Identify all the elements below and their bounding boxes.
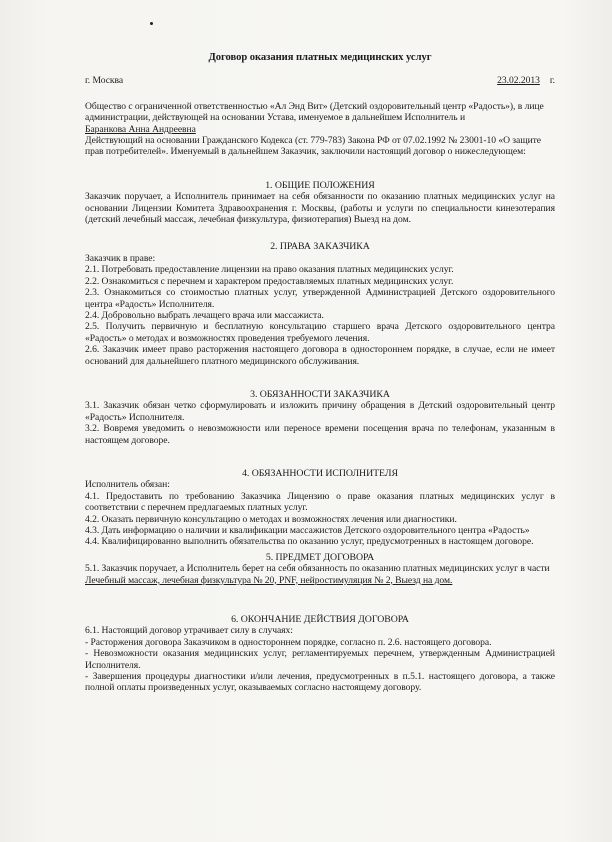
preamble-basis: Действующий на основании Гражданского Кодекса (ст. 779-783) Закона РФ от 07.02.1992 № 23001-10 «О защите прав потребителей». Именуемый в дальнейшем Заказчик, заключили настоящий договор о нижеследующем:: [85, 135, 542, 158]
contract-date-suffix: г.: [549, 75, 555, 87]
clause-4-3: 4.3. Дать информацию о наличии и квалификации массажистов Детского оздоровительного центра «Радость»: [85, 525, 530, 536]
termination-case-3: - Завершения процедуры диагностики и/или лечения, предусмотренных в п.5.1. настоящего договора, а также полной оплаты произведенных услуг, оказываемых согласно настоящему договору.: [85, 671, 555, 694]
clause-2-2: 2.2. Ознакомиться с перечнем и характером предоставляемых платных медицинских услуг.: [85, 275, 454, 287]
place-date-line: [85, 75, 555, 86]
clause-3-1: 3.1. Заказчик обязан четко сформулировать и изложить причину обращения в Детский оздоровительный центр «Радость» Исполнителя.: [85, 400, 555, 423]
termination-case-1: - Расторжения договора Заказчиком в одностороннем порядке, согласно п. 2.6. настоящего договора.: [85, 636, 492, 648]
preamble-parties: Общество с ограниченной ответственностью «Ал Энд Вит» (Детский оздоровительный центр «Радость»), в лице администрации, действующей на основании Устава, именуемое в дальнейшем Исполнитель и: [85, 100, 544, 124]
clause-4-4: 4.4. Квалифицированно выполнить обязательства по оказанию услуг, предусмотренных в настоящем договоре.: [85, 536, 534, 548]
clause-3-2: 3.2. Вовремя уведомить о невозможности или переносе времени посещения врача по телефонам, указанным в настоящем договоре.: [85, 423, 555, 446]
clause-2-1: 2.1. Потребовать предоставление лицензии на право оказания платных медицинских услуг.: [85, 264, 454, 276]
clause-2-4: 2.4. Добровольно выбрать лечащего врача или массажиста.: [85, 309, 324, 321]
clause-5-1: 5.1. Заказчик поручает, а Исполнитель берет на себя обязанность по оказанию платных медицинских услуг в части: [85, 563, 550, 575]
termination-case-2: - Невозможности оказания медицинских услуг, регламентируемых перечнем, утвержденным Администрацией Исполнителя.: [85, 648, 555, 671]
clause-4-2: 4.2. Оказать первичную консультацию о методах и возможностях лечения или диагностики.: [85, 513, 457, 525]
contract-place: г. Москва: [85, 75, 124, 87]
section-2-intro: Заказчик в праве:: [85, 252, 156, 264]
section-title-subject: 5. ПРЕДМЕТ ДОГОВОРА: [265, 551, 375, 563]
section-title-termination: 6. ОКОНЧАНИЕ ДЕЙСТВИЯ ДОГОВОРА: [231, 614, 409, 626]
document-title: Договор оказания платных медицинских услуг: [208, 52, 432, 63]
clause-4-1: 4.1. Предоставить по требованию Заказчика Лицензию о праве оказания платных медицинских услуг в соответствии с перечнем предлагаемых платных услуг.: [85, 490, 555, 514]
section-title-contractor-duties: 4. ОБЯЗАННОСТИ ИСПОЛНИТЕЛЯ: [242, 467, 398, 479]
section-title-customer-rights: 2. ПРАВА ЗАКАЗЧИКА: [270, 241, 370, 253]
section-4-intro: Исполнитель обязан:: [85, 479, 170, 491]
clause-2-6: 2.6. Заказчик имеет право расторжения настоящего договора в одностороннем порядке, в случае, если не имеет оснований для дальнейшего платного медицинского обслуживания.: [85, 344, 555, 367]
contract-date: 23.02.2013: [497, 75, 540, 87]
clause-6-1: 6.1. Настоящий договор утрачивает силу в случаях:: [85, 625, 293, 637]
section-title-general: 1. ОБЩИЕ ПОЛОЖЕНИЯ: [265, 179, 375, 191]
clause-2-3: 2.3. Ознакомиться со стоимостью платных услуг, утвержденной Администрацией Детского оздоровительного центра «Радость» Исполнителя.: [85, 287, 555, 310]
scan-speck: [150, 22, 153, 25]
section-title-customer-duties: 3. ОБЯЗАННОСТИ ЗАКАЗЧИКА: [250, 388, 390, 400]
services-list: Лечебный массаж, лечебная физкультура № 20, PNF, нейростимуляция № 2, Выезд на дом.: [85, 574, 453, 586]
customer-name: Баранкова Анна Андреевна: [85, 123, 196, 135]
clause-2-5: 2.5. Получить первичную и бесплатную консультацию старшего врача Детского оздоровительного центра «Радость» о методах и возможностях проведения требуемого лечения.: [85, 321, 555, 344]
contract-body: [85, 52, 555, 694]
contract-date-wrap: [497, 75, 555, 86]
section-1-text: Заказчик поручает, а Исполнитель принимает на себя обязанности по оказанию платных медицинских услуг на основании Лицензии Комитета Здравоохранения г. Москвы, (работы и услуги по специальности кинезотерапия (детский лечебный массаж, лечебная физкультура, физиотерапия) Выезд на дом.: [85, 191, 555, 226]
